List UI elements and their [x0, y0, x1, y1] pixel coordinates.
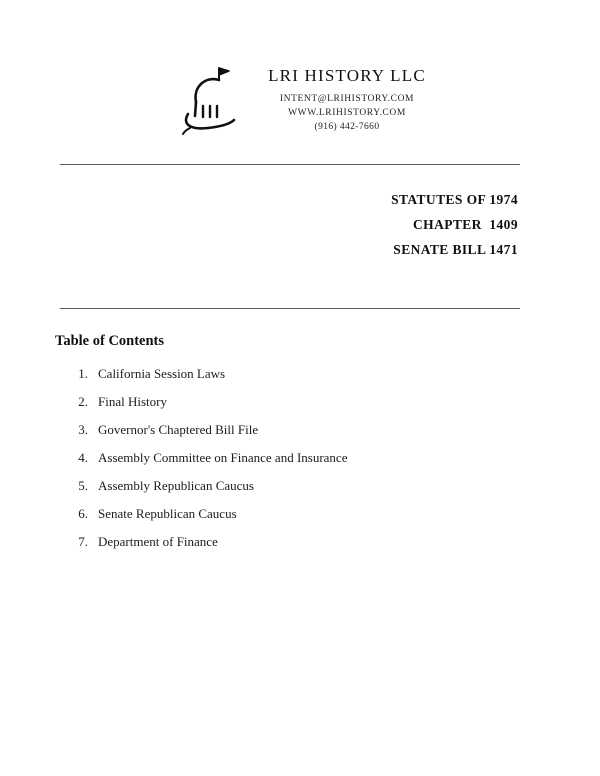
- toc-item-label: Governor's Chaptered Bill File: [98, 422, 259, 437]
- toc-title: Table of Contents: [55, 333, 165, 349]
- toc-item: [70, 422, 600, 437]
- toc-item: [70, 394, 600, 409]
- toc-item: [70, 534, 600, 549]
- toc-item-label: California Session Laws: [98, 366, 226, 381]
- toc-item: [70, 506, 600, 521]
- company-name: LRI HISTORY LLC: [268, 66, 426, 85]
- website-text: WWW.LRIHISTORY.COM: [288, 108, 406, 118]
- statutes-line: STATUTES OF 1974: [391, 192, 518, 207]
- chapter-line: CHAPTER 1409: [413, 217, 518, 232]
- toc-item-label: Department of Finance: [98, 534, 218, 549]
- toc-item-number: 6.: [78, 506, 88, 521]
- toc-item-number: 4.: [78, 450, 88, 465]
- capitol-logo-icon: [174, 62, 246, 138]
- toc-item-label: Assembly Committee on Finance and Insurance: [98, 450, 348, 465]
- email-text: INTENT@LRIHISTORY.COM: [279, 94, 415, 104]
- toc-item-number: 2.: [78, 394, 88, 409]
- toc-item-label: Senate Republican Caucus: [98, 506, 237, 521]
- letterhead-text: [268, 66, 426, 134]
- senate-bill-line: SENATE BILL 1471: [393, 242, 518, 257]
- toc-item: [70, 366, 600, 381]
- statute-reference-block: [0, 165, 600, 284]
- toc-item: [70, 478, 600, 493]
- toc-item-number: 3.: [78, 422, 88, 437]
- toc-item-number: 7.: [78, 534, 88, 549]
- bottom-divider: [60, 308, 520, 309]
- toc-item-label: Final History: [98, 394, 167, 409]
- toc-item: [70, 450, 600, 465]
- toc-item-number: 1.: [78, 366, 88, 381]
- phone-text: (916) 442-7660: [314, 122, 380, 132]
- toc-item-label: Assembly Republican Caucus: [98, 478, 254, 493]
- toc-list: [70, 366, 600, 549]
- letterhead: [0, 0, 600, 138]
- toc-item-number: 5.: [78, 478, 88, 493]
